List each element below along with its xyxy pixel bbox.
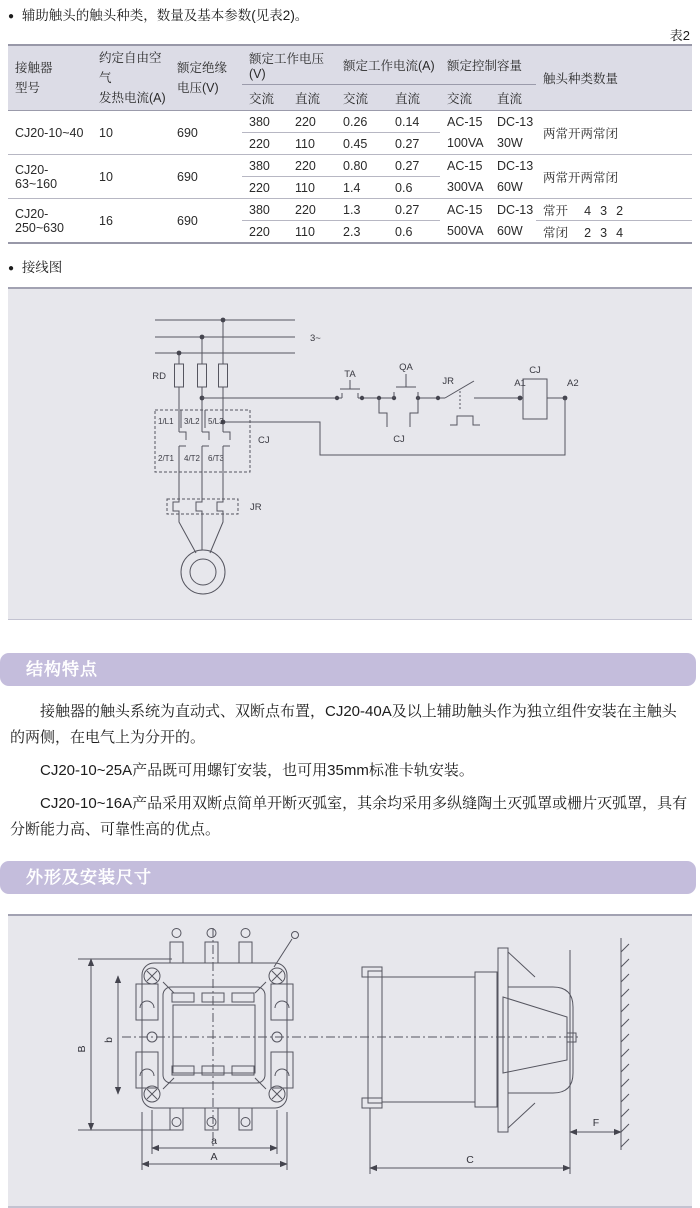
header-model: 接触器 型号 (8, 45, 92, 111)
dim-C: C (466, 1154, 474, 1166)
value-cell: 0.27 (388, 133, 440, 155)
return-wire (223, 398, 565, 455)
value-cell: 380 (242, 111, 288, 133)
insul-cell: 690 (170, 111, 242, 155)
value-cell: 500VA (447, 224, 484, 239)
value-cell: 110 (288, 177, 336, 199)
value-cell: 0.6 (388, 177, 440, 199)
intro-text: 辅助触头的触头种类，数量及基本参数(见表2)。 (21, 8, 309, 23)
header-ac: 交流 (336, 85, 388, 111)
value-cell: 220 (249, 224, 270, 239)
a1-label: A1 (514, 378, 526, 389)
side-dimensions (370, 950, 621, 1174)
wiring-diagram-panel (8, 287, 692, 620)
wiring-diagram-svg (8, 289, 692, 619)
value-cell: 220 (288, 155, 336, 177)
corner-screws (144, 968, 285, 1102)
value-cell: 220 (288, 199, 336, 221)
heat-cell: 10 (92, 155, 170, 199)
header-group-capacity: 额定控制容量 (440, 45, 536, 85)
side-view (362, 938, 629, 1150)
thermal-relay-box (167, 499, 238, 514)
coil-cj (523, 379, 547, 419)
value-cell: 60W (497, 224, 523, 239)
header-group-voltage: 额定工作电压(V) (242, 45, 336, 85)
aux-contact-cj (379, 398, 418, 427)
section-title-dimensions: 外形及安装尺寸 (0, 861, 696, 894)
dimension-drawing-svg (8, 916, 692, 1206)
table-row (8, 155, 692, 177)
dim-B: B (76, 1045, 88, 1053)
header-heat-current: 约定自由空气 发热电流(A) (92, 45, 170, 111)
header-contact-types: 触头种类数量 (536, 45, 692, 111)
table-row (8, 111, 692, 133)
value-cell: 60W (490, 177, 536, 199)
heat-cell: 16 (99, 213, 113, 228)
svg-text:6/T3: 6/T3 (208, 454, 225, 463)
hole-callout (292, 932, 299, 939)
value-cell: 0.27 (388, 155, 440, 177)
value-cell: 1.4 (336, 177, 388, 199)
value-cell: 380 (242, 155, 288, 177)
dim-F: F (592, 1117, 600, 1129)
wiring-heading-text: 接线图 (21, 260, 63, 275)
value-cell: 0.27 (388, 199, 440, 221)
value-cell: 110 (288, 133, 336, 155)
value-cell: 300VA (440, 177, 490, 199)
header-ac: 交流 (440, 85, 490, 111)
value-cell: 0.14 (388, 111, 440, 133)
coil-label: CJ (529, 365, 541, 376)
value-cell: 2.3 (343, 224, 361, 239)
side-body (382, 977, 475, 1102)
svg-text:1/L1: 1/L1 (158, 417, 174, 426)
value-cell: 0.80 (336, 155, 388, 177)
svg-text:5/L3: 5/L3 (208, 417, 224, 426)
dim-b: b (103, 1037, 115, 1043)
motor (179, 514, 225, 594)
value-cell: 1.3 (336, 199, 388, 221)
contacts-nc-cell: 常闭 2 3 4 (543, 225, 624, 240)
dimension-drawing-panel (8, 914, 692, 1208)
aux-contact-label: CJ (393, 434, 405, 445)
value-cell: 220 (242, 133, 288, 155)
value-cell: 30W (490, 133, 536, 155)
insul-cell: 690 (170, 155, 242, 199)
contacts-no-cell: 常开 4 3 2 (536, 199, 692, 221)
jr-contact-label: JR (442, 376, 454, 387)
ta-label: TA (344, 369, 356, 380)
value-cell: DC-13 (497, 158, 534, 173)
value-cell: 220 (288, 111, 336, 133)
insul-cell: 690 (177, 213, 198, 228)
model-cell: CJ20-10~40 (8, 111, 92, 155)
mounting-wall (621, 938, 629, 1150)
dim-A: A (210, 1151, 218, 1163)
value-cell: AC-15 (447, 158, 483, 173)
fuses (175, 364, 228, 387)
svg-text:2/T1: 2/T1 (158, 454, 175, 463)
stop-button-ta (335, 380, 364, 400)
phase-label: 3~ (310, 333, 321, 344)
structure-paragraphs (10, 699, 690, 843)
spec-table (8, 44, 692, 244)
paragraph: CJ20-10~16A产品采用双断点简单开断灭弧室，其余均采用多纵缝陶土灭弧罩或栅片灭弧罩，具有分断能力高、可靠性高的优点。 (10, 795, 688, 838)
power-lines (155, 320, 295, 364)
heat-cell: 10 (92, 111, 170, 155)
value-cell: 380 (242, 199, 288, 221)
table-caption: 表2 (669, 28, 690, 43)
value-cell: DC-13 (497, 114, 534, 129)
svg-text:3/L2: 3/L2 (184, 417, 200, 426)
header-group-current: 额定工作电流(A) (336, 45, 440, 85)
header-dc: 直流 (490, 85, 536, 111)
jr-heater-label: JR (250, 502, 262, 513)
section-title-structure: 结构特点 (0, 653, 696, 686)
value-cell: DC-13 (497, 202, 534, 217)
front-cover (163, 987, 265, 1083)
svg-text:4/T2: 4/T2 (184, 454, 201, 463)
value-cell: 100VA (440, 133, 490, 155)
model-cell: CJ20-250~630 (15, 206, 65, 235)
header-insulation-voltage: 额定绝缘 电压(V) (170, 45, 242, 111)
header-dc: 直流 (288, 85, 336, 111)
contacts-cell: 两常开两常闭 (536, 155, 692, 199)
value-cell: 220 (242, 177, 288, 199)
bullet-icon: ● (8, 263, 15, 274)
wiring-heading (8, 258, 692, 278)
model-cell: CJ20-63~160 (8, 155, 92, 199)
a2-label: A2 (567, 378, 579, 389)
value-cell: 0.45 (336, 133, 388, 155)
fuse-label: RD (152, 371, 166, 382)
value-cell: 110 (295, 224, 315, 239)
table-row (8, 199, 692, 221)
contacts-cell: 两常开两常闭 (536, 111, 692, 155)
value-cell: AC-15 (447, 114, 483, 129)
main-box-label: CJ (258, 435, 270, 446)
value-cell: AC-15 (447, 202, 483, 217)
header-dc: 直流 (388, 85, 440, 111)
dim-a: a (211, 1135, 217, 1147)
value-cell: 0.6 (395, 224, 413, 239)
bullet-icon: ● (8, 11, 15, 22)
thermal-contact-jr (445, 381, 480, 425)
magnet-core (503, 997, 567, 1073)
paragraph: 接触器的触头系统为直动式、双断点布置，CJ20-40A及以上辅助触头作为独立组件安装在主触头的两侧，在电气上为分开的。 (10, 703, 677, 746)
value-cell: 0.26 (336, 111, 388, 133)
header-ac: 交流 (242, 85, 288, 111)
paragraph: CJ20-10~25A产品既可用螺钉安装，也可用35mm标准卡轨安装。 (40, 762, 474, 779)
qa-label: QA (399, 362, 413, 373)
start-button-qa (377, 374, 440, 400)
intro-line (8, 6, 692, 26)
arc-chute (508, 987, 573, 1093)
